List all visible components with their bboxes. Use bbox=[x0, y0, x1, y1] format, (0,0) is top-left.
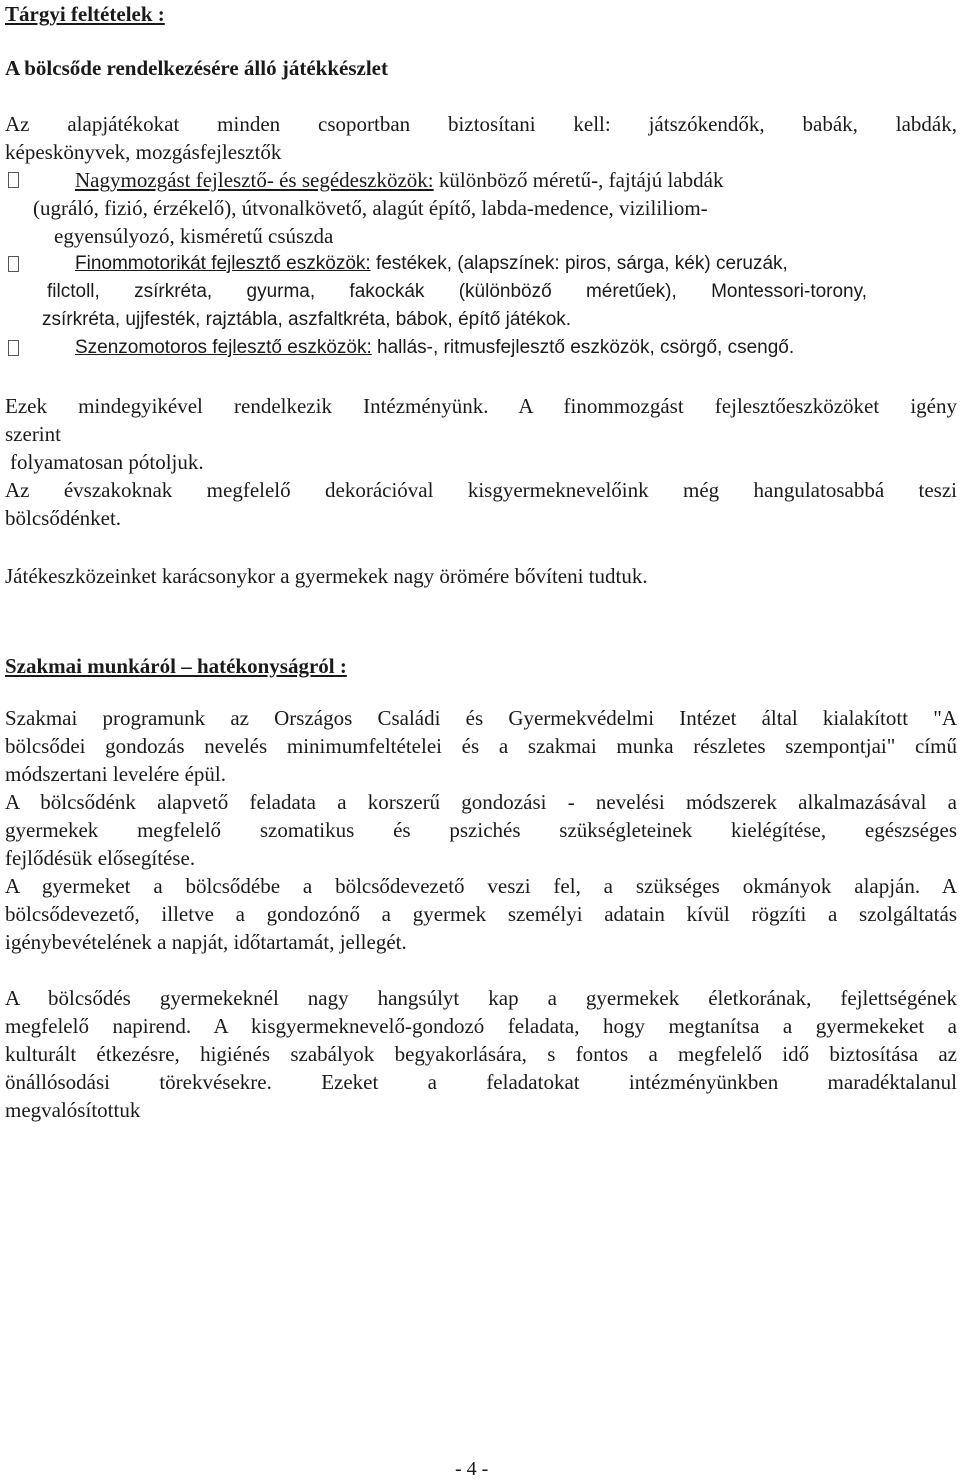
paragraph-felvetel bbox=[5, 872, 957, 956]
ezek-line-1: Ezek mindegyikével rendelkezik Intézményünk. A finommozgást fejlesztőeszközöket igény bbox=[5, 394, 957, 418]
bullet-title: Nagymozgást fejlesztő- és segédeszközök: bbox=[75, 168, 434, 192]
p4-line-3: kulturált étkezésre, higiénés szabályok begyakorlására, s fontos a megfelelő idő biztosítása az bbox=[5, 1042, 957, 1066]
paragraph-napirend bbox=[5, 984, 957, 1124]
p3-line-3: igénybevételének a napját, időtartamát, jellegét. bbox=[5, 930, 407, 954]
p3-line-1: A gyermeket a bölcsődébe a bölcsődevezető veszi fel, a szükséges okmányok alapján. A bbox=[5, 874, 957, 898]
bullet-title: Finommotorikát fejlesztő eszközök: bbox=[75, 253, 371, 274]
p4-line-4: önállósodási törekvésekre. Ezeket a feladatokat intézményünkben maradéktalanul bbox=[5, 1070, 957, 1094]
intro-line-2: képeskönyvek, mozgásfejlesztők bbox=[5, 140, 282, 164]
evszak-line-1: Az évszakoknak megfelelő dekorációval kisgyermeknevelőink még hangulatosabbá teszi bbox=[5, 478, 957, 502]
intro-line-1: Az alapjátékokat minden csoportban biztosítani kell: játszókendők, babák, labdák, bbox=[5, 112, 957, 136]
p4-line-1: A bölcsődés gyermekeknél nagy hangsúlyt kap a gyermekek életkorának, fejlettségének bbox=[5, 986, 957, 1010]
bullet-line-3: egyensúlyozó, kisméretű csúszda bbox=[54, 224, 334, 248]
bullet-box-icon bbox=[8, 340, 19, 356]
paragraph-szakmai-program bbox=[5, 704, 957, 788]
bullet-line-3: zsírkréta, ujjfesték, rajztábla, aszfaltkréta, bábok, építő játékok. bbox=[42, 309, 572, 330]
ezek-line-2: szerint bbox=[5, 422, 61, 446]
bullet-title: Szenzomotoros fejlesztő eszközök: bbox=[75, 337, 372, 358]
paragraph-karacsony bbox=[5, 562, 957, 590]
karacsony-line: Játékeszközeinket karácsonykor a gyermekek nagy örömére bővíteni tudtuk. bbox=[5, 564, 648, 588]
subheading-jatekkeszlet: A bölcsőde rendelkezésére álló játékkészlet bbox=[5, 56, 388, 80]
p2-line-2: gyermekek megfelelő szomatikus és pszichés szükségleteinek kielégítése, egészséges bbox=[5, 818, 957, 842]
p1-line-1: Szakmai programunk az Országos Családi és Gyermekvédelmi Intézet által kialakított "A bbox=[5, 706, 957, 730]
bullet-item-szenzomotoros bbox=[5, 334, 957, 362]
p2-line-3: fejlődésük elősegítése. bbox=[5, 846, 196, 870]
bullet-line-2: (ugráló, fizió, érzékelő), útvonalkövető, alagút építő, labda-medence, vizililiom- bbox=[33, 196, 708, 220]
bullet-item-finommotorika bbox=[5, 250, 957, 334]
bullet-text: festékek, (alapszínek: piros, sárga, kék) ceruzák, bbox=[370, 253, 788, 274]
p4-line-2: megfelelő napirend. A kisgyermeknevelő-gondozó feladata, hogy megtanítsa a gyermekeket a bbox=[5, 1014, 957, 1038]
p3-line-2: bölcsődevezető, illetve a gondozónő a gyermek személyi adatain kívül rögzíti a szolgáltatás bbox=[5, 902, 957, 926]
p1-line-3: módszertani levelére épül. bbox=[5, 762, 226, 786]
paragraph-alapveto-feladat bbox=[5, 788, 957, 872]
bullet-line-2: filctoll, zsírkréta, gyurma, fakockák (különböző méretűek), Montessori-torony, bbox=[47, 281, 867, 302]
bullet-box-icon bbox=[8, 256, 19, 272]
page-number: - 4 - bbox=[455, 1458, 489, 1480]
paragraph-ezek bbox=[5, 392, 957, 476]
bullet-text: különböző méretű-, fajtájú labdák bbox=[433, 168, 724, 192]
ezek-line-3: folyamatosan pótoljuk. bbox=[10, 450, 204, 474]
p1-line-2: bölcsődei gondozás nevelés minimumfeltételei és a szakmai munka részletes szempontjai" című bbox=[5, 734, 957, 758]
p4-line-5: megvalósítottuk bbox=[5, 1098, 141, 1122]
evszak-line-2: bölcsődénket. bbox=[5, 506, 122, 530]
paragraph-evszak bbox=[5, 476, 957, 532]
bullet-item-nagymozgas bbox=[5, 166, 957, 250]
p2-line-1: A bölcsődénk alapvető feladata a korszerű gondozási - nevelési módszerek alkalmazásával a bbox=[5, 790, 957, 814]
section-heading-targyi: Tárgyi feltételek : bbox=[5, 2, 165, 26]
intro-paragraph bbox=[5, 110, 957, 166]
section-heading-szakmai: Szakmai munkáról – hatékonyságról : bbox=[5, 654, 347, 678]
bullet-text: hallás-, ritmusfejlesztő eszközök, csörgő, csengő. bbox=[371, 337, 795, 358]
bullet-box-icon bbox=[8, 172, 19, 188]
